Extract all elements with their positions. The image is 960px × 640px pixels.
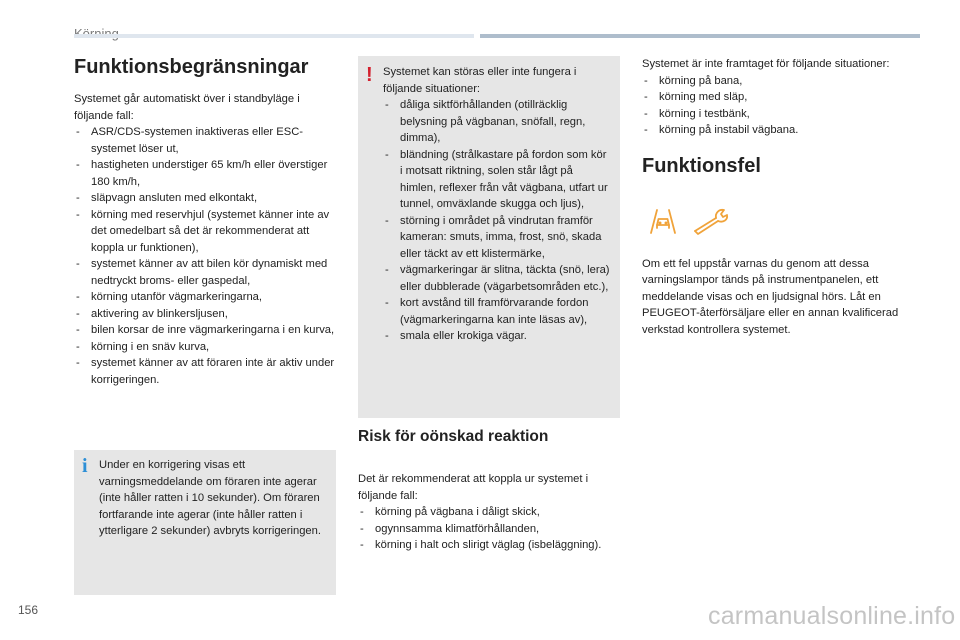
list-item: - smala eller krokiga vägar. [383,328,612,345]
section-title-limitations: Funktionsbegränsningar [74,56,309,78]
warning-list [383,97,612,345]
risk-title: Risk för oönskad reaktion [358,428,549,445]
list-item: - bilen korsar de inre vägmarkeringarna i en kurva, [74,322,336,339]
fault-icons [642,206,904,238]
list-item: - körning på instabil vägbana. [642,122,904,139]
info-box [74,450,336,595]
list-item: - kort avstånd till framförvarande fordon (vägmarkeringarna kan inte läsas av), [383,295,612,328]
info-icon: i [82,455,88,477]
list-item: - aktivering av blinkersljusen, [74,306,336,323]
list-item: - körning med släp, [642,89,904,106]
column-1 [74,56,336,388]
limitations-list [74,124,336,388]
list-item: - körning med reservhjul (systemet känner inte av det omedelbart så det är rekommenderat att koppla ur funktionen), [74,207,336,257]
limitations-intro: Systemet går automatiskt över i standbyläge i följande fall: [74,93,300,122]
list-item: - körning på vägbana i dåligt skick, [358,504,620,521]
list-item: - körning på bana, [642,73,904,90]
warning-icon: ! [366,64,373,86]
list-item: - körning i halt och slirigt väglag (isbeläggning). [358,537,620,554]
lane-departure-warning-icon [648,206,678,236]
wrench-icon [692,206,732,236]
risk-section [358,428,620,554]
list-item: - körning i en snäv kurva, [74,339,336,356]
risk-list [358,504,620,554]
fault-text: Om ett fel uppstår varnas du genom att dessa varningslampor tänds på instrumentpanelen, ett meddelande visas och en ljudsignal hörs. Låt en PEUGEOT-återförsäljare eller en annan kvalificerad verkstad kontrollera systemet. [642,257,899,336]
list-item: - körning i testbänk, [642,106,904,123]
list-item: - släpvagn ansluten med elkontakt, [74,190,336,207]
list-item: - bländning (strålkastare på fordon som kör i motsatt riktning, solen står lågt på himlen, reflexer från våt vägbana, utfart ur tunnel, omväxlande skugga och ljus), [383,147,612,213]
header-divider-light [74,34,474,38]
warning-box [358,56,620,418]
list-item: - störning i området på vindrutan framför kameran: smuts, imma, frost, snö, skada eller täckt av ett klistermärke, [383,213,612,263]
watermark: carmanualsonline.info [708,602,956,630]
list-item: - ASR/CDS-systemen inaktiveras eller ESC-systemet löser ut, [74,124,336,157]
not-designed-intro: Systemet är inte framtaget för följande situationer: [642,58,890,70]
list-item: - ogynnsamma klimatförhållanden, [358,521,620,538]
list-item: - systemet känner av att bilen kör dynamiskt med nedtryckt broms- eller gaspedal, [74,256,336,289]
page-number: 156 [18,603,39,617]
header-divider [480,34,920,38]
risk-intro: Det är rekommenderat att koppla ur systemet i följande fall: [358,473,589,502]
warning-intro: Systemet kan störas eller inte fungera i följande situationer: [383,66,577,95]
column-3 [642,56,904,338]
list-item: - hastigheten understiger 65 km/h eller överstiger 180 km/h, [74,157,336,190]
list-item: - vägmarkeringar är slitna, täckta (snö, lera) eller dubblerade (vägarbetsområden etc.), [383,262,612,295]
list-item: - dåliga siktförhållanden (otillräcklig belysning på vägbanan, snöfall, regn, dimma), [383,97,612,147]
section-title-fault: Funktionsfel [642,154,761,177]
info-box-text: Under en korrigering visas ett varningsmeddelande om föraren inte agerar (inte håller ratten i 10 sekunder). Om föraren fortfarande inte agerar (inte håller ratten i ytterligare 2 sekunder) avbryts korrigeringen. [99,459,321,537]
list-item: - systemet känner av att föraren inte är aktiv under korrigeringen. [74,355,336,388]
list-item: - körning utanför vägmarkeringarna, [74,289,336,306]
not-designed-list [642,73,904,139]
